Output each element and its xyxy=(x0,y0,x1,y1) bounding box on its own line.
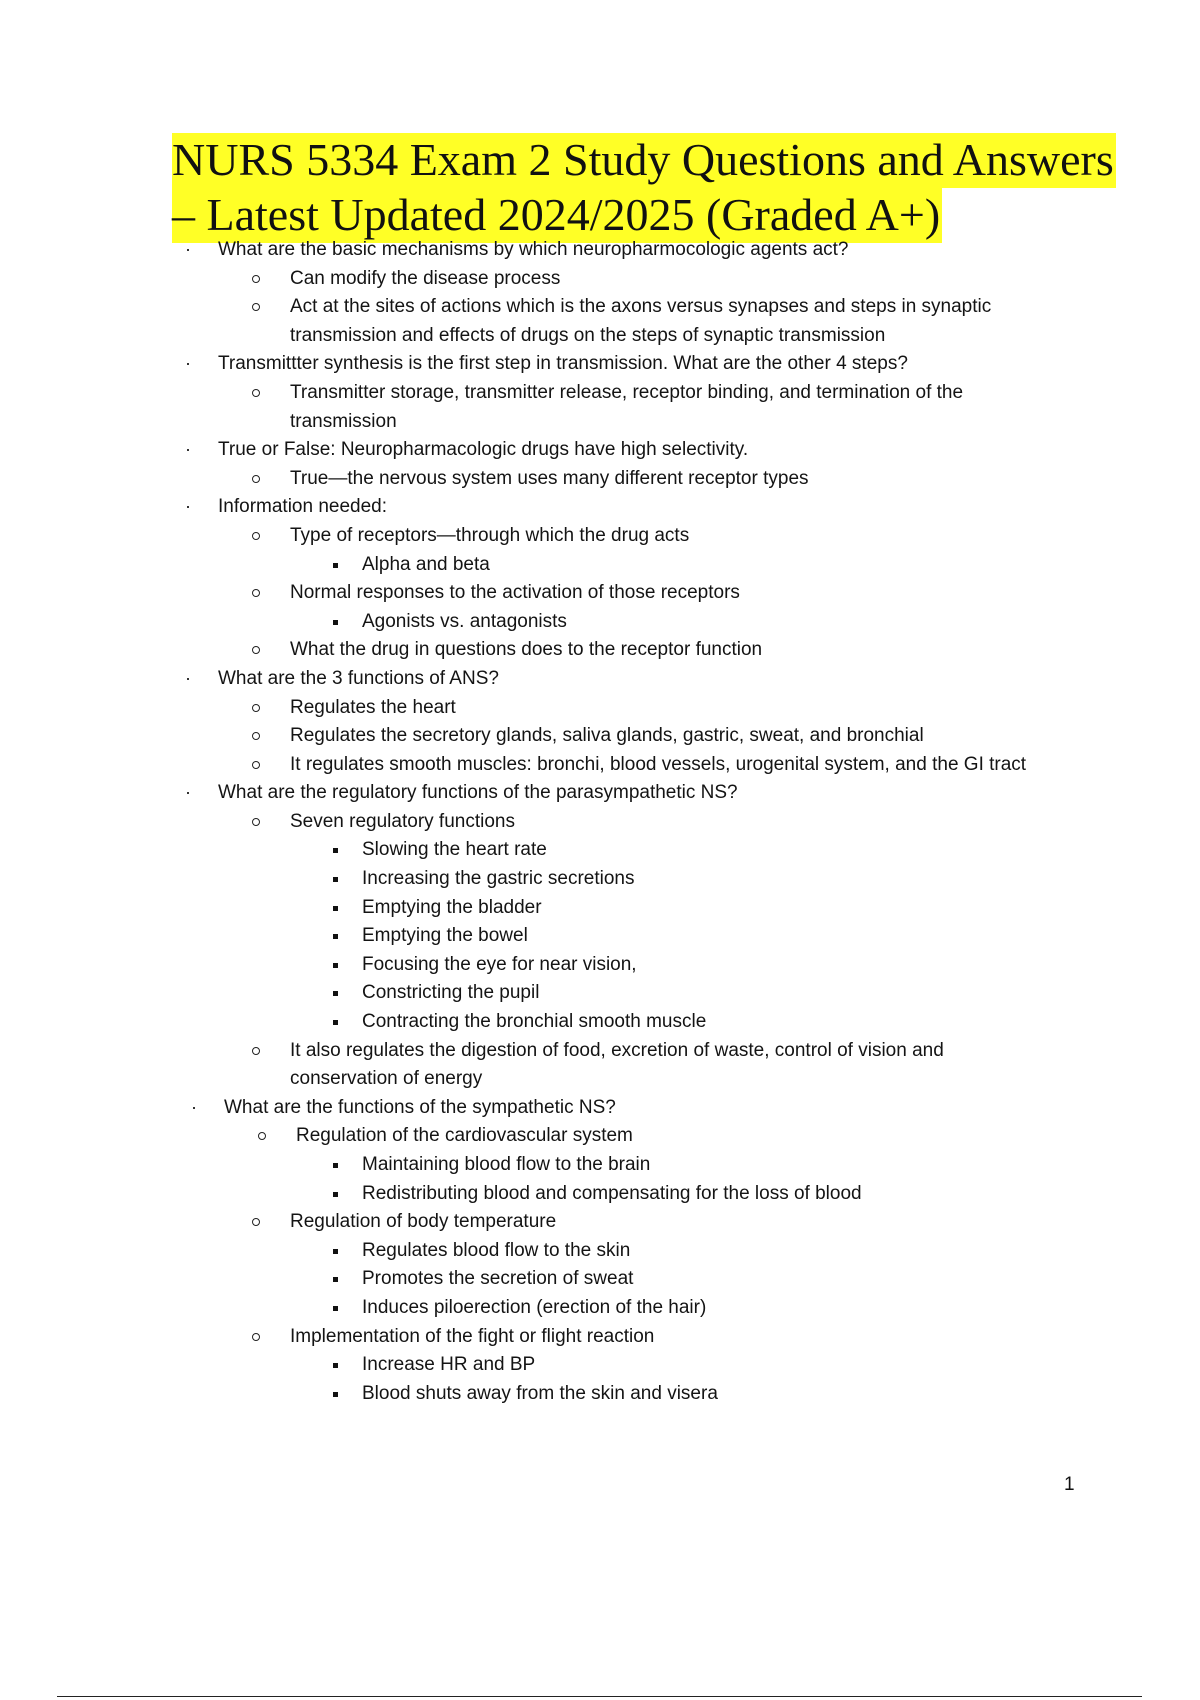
detail-list xyxy=(290,1151,1200,1208)
answer-item xyxy=(290,636,1200,665)
answer-text: It regulates smooth muscles: bronchi, blood vessels, urogenital system, and the GI tract xyxy=(290,753,1027,775)
detail-list xyxy=(290,1351,1200,1408)
question-text: Information needed: xyxy=(218,496,388,518)
detail-item: Agonists vs. antagonists xyxy=(362,608,1200,637)
detail-item: Regulates blood flow to the skin xyxy=(362,1237,1200,1266)
answer-text: Regulation of the cardiovascular system xyxy=(296,1125,633,1147)
title-line-1: NURS 5334 Exam 2 Study Questions and Answers xyxy=(172,133,1116,188)
answer-list xyxy=(218,694,1200,780)
answer-text: What the drug in questions does to the receptor function xyxy=(290,639,763,661)
question-item xyxy=(0,665,1200,779)
detail-item: Slowing the heart rate xyxy=(362,836,1200,865)
answer-item xyxy=(290,293,1200,350)
study-content xyxy=(0,236,1200,1408)
question-list xyxy=(0,236,1200,1408)
detail-item: Emptying the bowel xyxy=(362,922,1200,951)
detail-list xyxy=(290,608,1200,637)
detail-item: Alpha and beta xyxy=(362,551,1200,580)
question-text: What are the basic mechanisms by which neuropharmocologic agents act? xyxy=(218,239,849,260)
answer-item xyxy=(290,522,1200,579)
detail-item: Increase HR and BP xyxy=(362,1351,1200,1380)
detail-item: Maintaining blood flow to the brain xyxy=(362,1151,1200,1180)
answer-item xyxy=(290,1037,1200,1094)
detail-item: Redistributing blood and compensating for the loss of blood xyxy=(362,1180,1200,1209)
question-text: What are the functions of the sympathetic NS? xyxy=(224,1096,616,1118)
answer-item xyxy=(290,1323,1200,1409)
answer-item xyxy=(290,379,1200,436)
answer-item xyxy=(290,265,1200,294)
answer-item xyxy=(290,751,1200,780)
question-item xyxy=(0,236,1200,350)
answer-list xyxy=(218,808,1200,1094)
answer-item xyxy=(290,465,1200,494)
detail-list xyxy=(290,836,1200,1036)
answer-text: Can modify the disease process xyxy=(290,267,561,289)
question-text: What are the regulatory functions of the parasympathetic NS? xyxy=(218,782,738,804)
answer-text: Regulates the heart xyxy=(290,696,456,718)
question-text: What are the 3 functions of ANS? xyxy=(218,667,499,689)
answer-item xyxy=(290,722,1200,751)
detail-item: Induces piloerection (erection of the hair) xyxy=(362,1294,1200,1323)
detail-item: Constricting the pupil xyxy=(362,979,1200,1008)
detail-item: Focusing the eye for near vision, xyxy=(362,951,1200,980)
answer-text: Regulation of body temperature xyxy=(290,1211,557,1233)
answer-text: Implementation of the fight or flight reaction xyxy=(290,1325,655,1347)
question-item xyxy=(0,779,1200,1094)
answer-list xyxy=(224,1122,1200,1408)
answer-text: Seven regulatory functions xyxy=(290,810,515,832)
page-number: 1 xyxy=(1064,1474,1075,1495)
detail-list xyxy=(290,1237,1200,1323)
answer-text: True—the nervous system uses many different receptor types xyxy=(290,467,809,489)
detail-item: Contracting the bronchial smooth muscle xyxy=(362,1008,1200,1037)
answer-text: It also regulates the digestion of food, excretion of waste, control of vision and conservation of energy xyxy=(290,1039,944,1090)
answer-text: Type of receptors—through which the drug acts xyxy=(290,524,690,546)
question-item xyxy=(0,350,1200,436)
answer-text: Act at the sites of actions which is the axons versus synapses and steps in synaptic transmission and effects of drugs on the steps of synaptic transmission xyxy=(290,296,992,346)
answer-list xyxy=(218,265,1200,351)
question-text: Transmittter synthesis is the first step in transmission. What are the other 4 steps? xyxy=(218,353,908,375)
title-line-2: – Latest Updated 2024/2025 (Graded A+) xyxy=(172,188,942,243)
detail-list xyxy=(290,551,1200,580)
document-title xyxy=(172,133,1172,243)
question-item xyxy=(0,436,1200,493)
answer-item xyxy=(290,579,1200,636)
question-item xyxy=(0,493,1200,665)
answer-item xyxy=(296,1122,1200,1208)
answer-item xyxy=(290,808,1200,1037)
answer-list xyxy=(218,522,1200,665)
detail-item: Blood shuts away from the skin and visera xyxy=(362,1380,1200,1409)
answer-text: Normal responses to the activation of those receptors xyxy=(290,582,740,604)
answer-text: Regulates the secretory glands, saliva glands, gastric, sweat, and bronchial xyxy=(290,725,924,747)
detail-item: Increasing the gastric secretions xyxy=(362,865,1200,894)
answer-text: Transmitter storage, transmitter release, receptor binding, and termination of the transmission xyxy=(290,381,964,432)
detail-item: Emptying the bladder xyxy=(362,894,1200,923)
answer-list xyxy=(218,379,1200,436)
question-item xyxy=(0,1094,1200,1409)
answer-item xyxy=(290,694,1200,723)
detail-item: Promotes the secretion of sweat xyxy=(362,1265,1200,1294)
answer-list xyxy=(218,465,1200,494)
question-text: True or False: Neuropharmacologic drugs have high selectivity. xyxy=(218,439,749,461)
answer-item xyxy=(290,1208,1200,1322)
footer-divider xyxy=(57,1696,1142,1697)
